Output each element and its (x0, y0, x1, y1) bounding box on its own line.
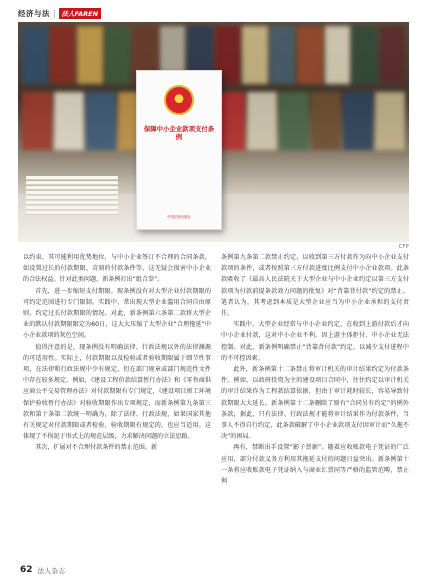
pamphlet-publisher: 中国法制出版社 (167, 215, 191, 219)
article-photo (18, 22, 409, 242)
paragraph: 以约束，其可能利用优势地位，与中小企业签订不合理的合同条款，如设置过长的付款期限、苛刻的付款条件等，这无疑会损害中小企业的合法权益。针对此类问题，新条例打出“组合拳”。 (23, 254, 211, 284)
national-emblem-icon (164, 85, 194, 115)
regulation-pamphlet (136, 70, 222, 230)
magazine-name: 法人杂志 (37, 566, 66, 575)
paragraph: 此外，新条例第十二条禁止将审计机关的审计结果约定为付款条件。例如，以政府投资为主的建设项目合同中，往往约定以审计机关的审计结果作为工程款结算依据，但由于审计耗时较长，容易导致付款期限大大延长。新条例第十二条删除了原有“合同另有约定”的例外条款，据此，只有法律、行政法规才能将审计结果作为付款条件，当事人不得自行约定，此条款破解了中小企业款项支付因审计而“久拖不决”的困局。 (221, 366, 409, 441)
brand-logo: 法人FAREN (59, 8, 102, 19)
paragraph: 条例第九条第二款禁止约定，以收到第三方付款作为向中小企业支付款项的条件，或者按照第三方付款进度比例支付中小企业款项。此条款吸收了《最高人民法院关于大型企业与中小企业约定以第三方支付款项为付款前提条款效力问题的批复》对“背靠背付款”约定的禁止。笔者认为，其考虑到本质是大型企业应当为中小企业承担的支付责任。 (221, 254, 409, 318)
running-header (18, 6, 101, 20)
header-separator: | (53, 8, 56, 18)
paragraph: 实践中，大型企业经常与中小企业约定，在收到上游付款后才向中小企业付款，这对中小企业不利。因上游主体拒付，中小企业无法控制。对此，新条例明确禁止“背靠背付款”约定，以减少支付进程中的不可控因素。 (221, 321, 409, 362)
paragraph: 其次，扩展对不合理付款条件的禁止范围。新 (35, 444, 158, 452)
left-column (23, 252, 211, 454)
paragraph: 值得注意的是，现条例没有明确法律、行政法规以外的法律渊源的可适用性。实际上，付款期限以及检验或者验收期限属于细节性事项，在法律和行政法规中少有规定，但在部门规章或部门规范性文件中存在较多规定。例如，《建设工程价款结算暂行办法》和《零售商供应商公平交易管理办法》对付款期限有专门规定，《建设项目竣工环境保护验收暂行办法》对验收期限作出专项规定，而新条例第九条第三款和第十条第二款统一明确为，除了法律、行政法规，如果国家其他有关规定对付款期限或者检验、验收期限有规定的，也应当适用。这体现了不拘泥于形式上的规范层级，力求解决问题的立法思路。 (23, 343, 211, 441)
page-number: 62 (20, 565, 33, 575)
page-footer (20, 565, 66, 575)
paper-stack (26, 176, 118, 220)
paragraph: 首先，进一步缩短支付期限。现条例没有对大型企业付款期限的可约定范围进行专门限制。实践中，常出现大型企业滥用合同自由原则，约定过长付款期限的情况。对此，新条例第六条第二款将大型企业的默认付款期限限定为60日，这大大压缩了大型企业“合理拖延”中小企业款项的灰色空间。 (23, 287, 211, 340)
photo-credit: CFP (398, 244, 409, 250)
pamphlet-title: 保障中小企业款项支付条例 (143, 125, 215, 142)
section-title: 经济与法 (18, 8, 50, 18)
paragraph: 再有，禁断出手设置“影子票据”。随着应收账款电子凭证的广泛应用，部分付款义务方利用其拖延支付的问题日益突出。新条例第十一条将应收账款电子凭证纳入与商业汇票同等严格的监管范畴，禁止利 (221, 444, 409, 486)
right-column (221, 252, 409, 487)
